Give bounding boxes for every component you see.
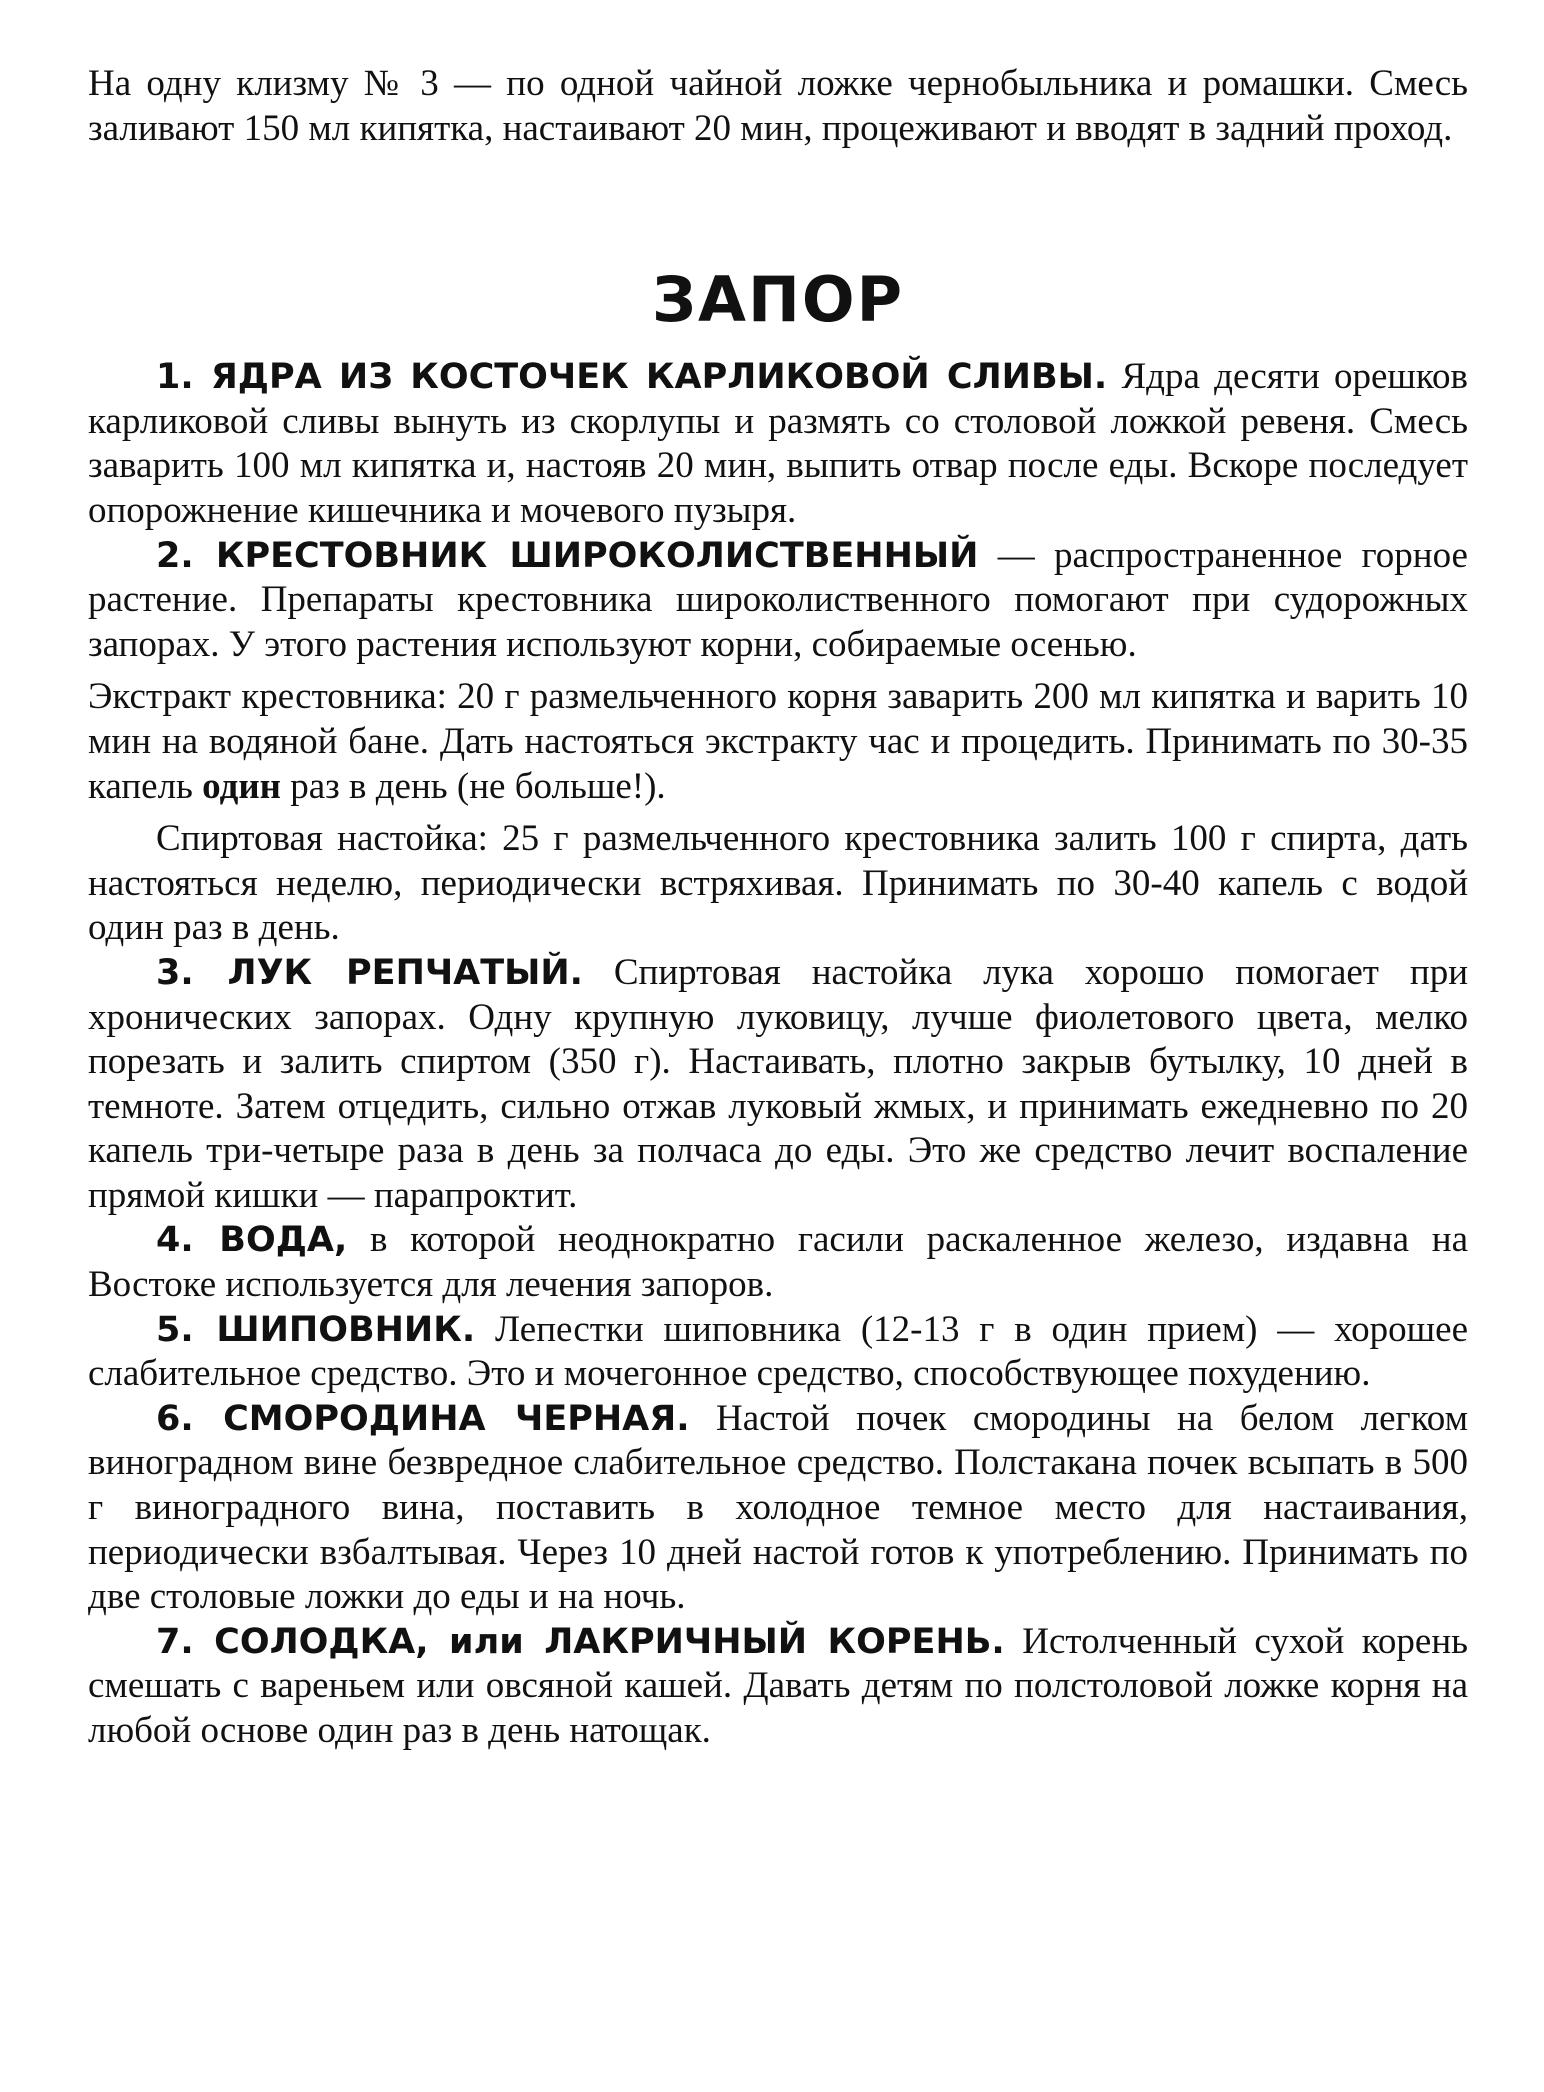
intro-paragraph: На одну клизму № 3 — по одной чайной ложке чернобыльника и ромашки. Смесь заливают 150 мл кипятка, настаивают 20 мин, процеживают и вводят в задний проход. <box>88 63 1468 149</box>
item-1-heading: 1. ЯДРА ИЗ КОСТОЧЕК КАРЛИКОВОЙ СЛИВЫ. <box>156 357 1108 398</box>
tincture-paragraph: Спиртовая настойка: 25 г размельченного крестовника залить 100 г спирта, дать настояться неделю, периодически встряхивая. Принимать по 30-40 капель с водой один раз в день. <box>88 818 1468 949</box>
document-page <box>88 62 1468 1754</box>
item-3-text: Спиртовая настойка лука хорошо помогает при хронических запорах. Одну крупную луковицу, лучше фиолетового цвета, мелко порезать и залить спиртом (350 г). Настаивать, плотно закрыв бутылку, 10 дней в темноте. Затем отцедить, сильно отжав луковый жмых, и принимать ежедневно по 20 капель три-четыре раза в день за полчаса до еды. Это же средство лечит воспаление прямой кишки — парапроктит. <box>88 951 1468 1216</box>
item-6-paragraph <box>88 1397 1468 1620</box>
item-7-heading: 7. СОЛОДКА, или ЛАКРИЧНЫЙ КОРЕНЬ. <box>156 1621 1005 1662</box>
item-4-paragraph <box>88 1218 1468 1307</box>
item-2-text: — распространенное горное растение. Препараты крестовника широколиственного помогают при судорожных запорах. У этого растения используют корни, собираемые осенью. <box>88 534 1468 665</box>
item-7-paragraph <box>88 1620 1468 1754</box>
item-5-heading: 5. ШИПОВНИК. <box>156 1309 476 1350</box>
extract-paragraph <box>88 675 1468 809</box>
item-3-paragraph <box>88 951 1468 1219</box>
section-title: ЗАПОР <box>651 263 905 337</box>
item-1-text: Ядра десяти орешков карликовой сливы вынуть из скорлупы и размять со столовой ложкой ревеня. Смесь заварить 100 мл кипятка и, настояв 20 мин, выпить отвар после еды. Вскоре последует опорожнение кишечника и мочевого пузыря. <box>88 356 1468 531</box>
extract-emphasis: один <box>202 765 281 807</box>
item-2-paragraph <box>88 534 1468 668</box>
item-1-paragraph <box>88 355 1468 533</box>
extract-text-a: Экстракт крестовника: 20 г размельченного корня заварить 200 мл кипятка и варить 10 мин на водяной бане. Дать настояться экстракту час и процедить. Принимать по 30-35 капель <box>88 676 1468 807</box>
item-3-heading: 3. ЛУК РЕПЧАТЫЙ. <box>156 952 583 993</box>
item-7-text: Истолченный сухой корень смешать с вареньем или овсяной кашей. Давать детям по полстоловой ложке корня на любой основе один раз в день натощак. <box>88 1620 1468 1751</box>
item-4-heading: 4. ВОДА, <box>156 1220 348 1261</box>
item-4-text: в которой неоднократно гасили раскаленное железо, издавна на Востоке используется для лечения запоров. <box>88 1219 1468 1306</box>
item-5-paragraph <box>88 1308 1468 1397</box>
item-2-heading: 2. КРЕСТОВНИК ШИРОКОЛИСТВЕННЫЙ <box>156 535 979 576</box>
item-5-text: Лепестки шиповника (12-13 г в один прием) — хорошее слабительное средство. Это и мочегонное средство, способствующее похудению. <box>88 1308 1468 1395</box>
extract-text-b: раз в день (не больше!). <box>280 765 666 807</box>
item-6-heading: 6. СМОРОДИНА ЧЕРНАЯ. <box>156 1398 690 1439</box>
item-6-text: Настой почек смородины на белом легком виноградном вине безвредное слабительное средство. Полстакана почек всыпать в 500 г виноградного вина, поставить в холодное темное место для настаивания, периодически взбалтывая. Через 10 дней настой готов к употреблению. Принимать по две столовые ложки до еды и на ночь. <box>88 1397 1468 1618</box>
